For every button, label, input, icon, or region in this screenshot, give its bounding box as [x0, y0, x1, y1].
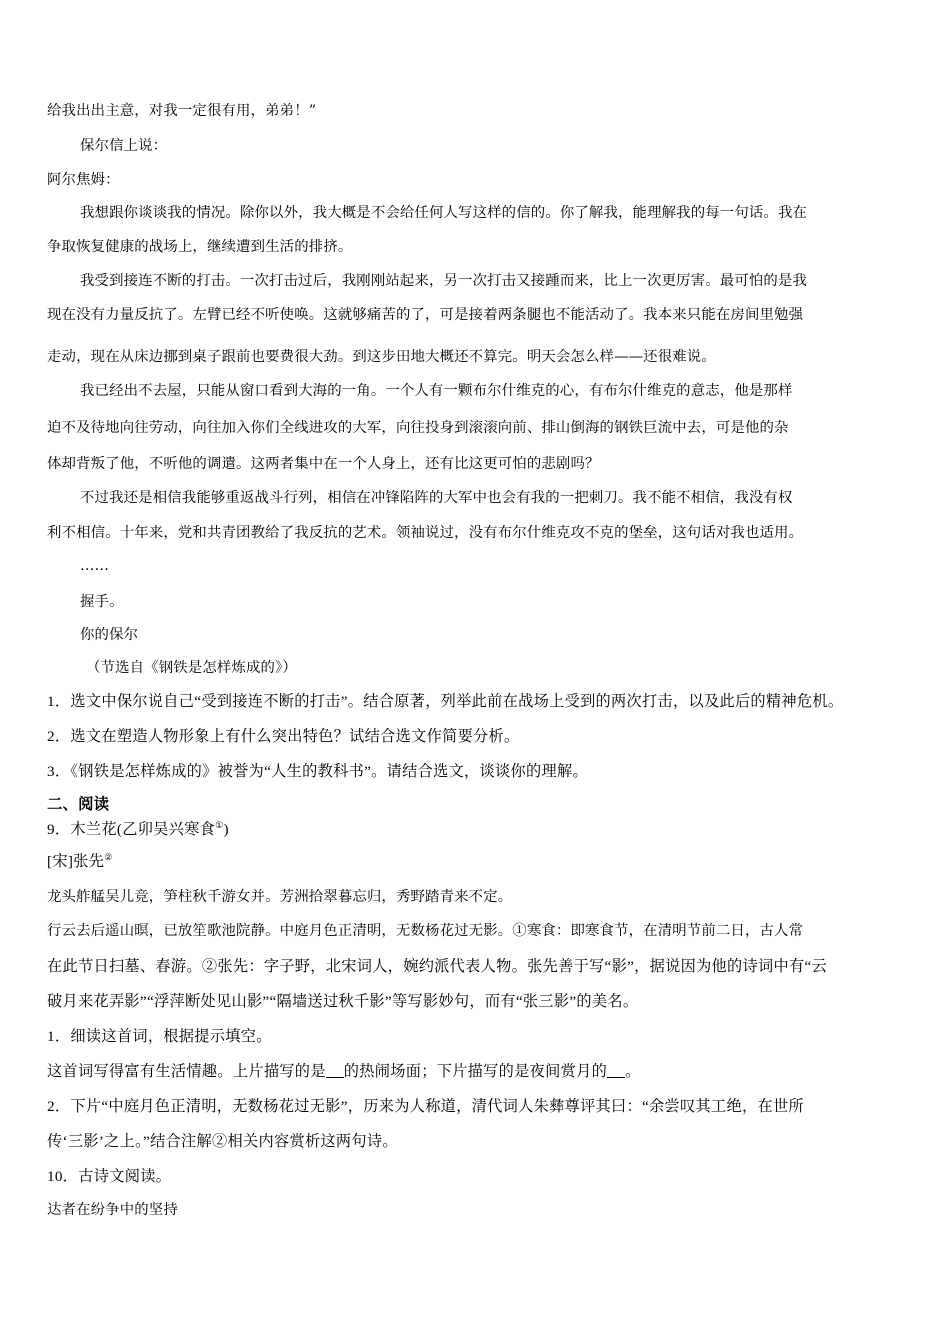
poem-author — [47, 852, 113, 872]
letter-line: 迫不及待地向往劳动，向往加入你们全线进攻的大军，向往投身到滚滚向前、排山倒海的钢铁巨流中去，可是他的杂 — [47, 420, 789, 436]
footnote-marker: ① — [215, 820, 224, 830]
fill-text: 这首词写得富有生活情趣。上片描写的是 — [47, 1063, 326, 1080]
answer-blank[interactable] — [326, 1064, 344, 1078]
question-8-2: 2．选文在塑造人物形象上有什么突出特色？试结合选文作简要分析。 — [47, 728, 520, 745]
letter-line: 我想跟你谈谈我的情况。除你以外，我大概是不会给任何人写这样的信的。你了解我，能理解我的每一句话。我在 — [80, 205, 808, 221]
letter-line: 现在没有力量反抗了。左臂已经不听使唤。这就够痛苦的了，可是接着两条腿也不能活动了。我本来只能在房间里勉强 — [47, 307, 804, 323]
poem-notes: 在此节日扫墓、春游。②张先：字子野，北宋词人，婉约派代表人物。张先善于写“影”，据说因为他的诗词中有“云 — [47, 958, 828, 975]
letter-source: （节选自《钢铁是怎样炼成的》） — [86, 660, 297, 676]
question-8-3: 3．《钢铁是怎样炼成的》被誉为“人生的教科书”。请结合选文，谈谈你的理解。 — [47, 763, 588, 780]
footnote-marker: ② — [104, 852, 113, 862]
question-9-1: 1．细读这首词，根据提示填空。 — [47, 1028, 272, 1045]
question-10-title: 10．古诗文阅读。 — [47, 1168, 172, 1185]
poem-author-text: [宋]张先 — [47, 853, 105, 870]
question-9-2-cont: 传‘三影’之上。”结合注解②相关内容赏析这两句诗。 — [47, 1133, 398, 1150]
fill-text: 的热闹场面；下片描写的是夜间赏月的 — [343, 1063, 608, 1080]
letter-salutation: 阿尔焦姆： — [47, 172, 120, 188]
fill-blank-line — [47, 1062, 641, 1082]
poem-line: 行云去后遥山暝，已放笙歌池院静。中庭月色正清明，无数杨花过无影。①寒食：即寒食节，在清明节前二日，古人常 — [47, 923, 804, 939]
letter-closing: 握手。 — [80, 594, 124, 610]
poem-notes: 破月来花弄影”“浮萍断处见山影”“隔墙送过秋千影”等写影妙句，而有“张三影”的美名。 — [47, 993, 639, 1010]
poem-line: 龙头舴艋吴儿竞，笋柱秋千游女并。芳洲拾翠暮忘归，秀野踏青来不定。 — [47, 889, 513, 905]
question-8-1: 1．选文中保尔说自己“受到接连不断的打击”。结合原著，列举此前在战场上受到的两次打击，以及此后的精神危机。 — [47, 693, 844, 710]
answer-blank[interactable] — [607, 1064, 625, 1078]
letter-signature: 你的保尔 — [80, 627, 139, 643]
letter-ellipsis: …… — [80, 558, 110, 574]
letter-line: 我受到接连不断的打击。一次打击过后，我刚刚站起来，另一次打击又接踵而来，比上一次更厉害。最可怕的是我 — [80, 273, 808, 289]
letter-line: 我已经出不去屋，只能从窗口看到大海的一角。一个人有一颗布尔什维克的心，有布尔什维克的意志，他是那样 — [80, 383, 793, 399]
letter-line: 体却背叛了他，不听他的调遣。这两者集中在一个人身上，还有比这更可怕的悲剧吗？ — [47, 456, 600, 472]
question-10-subtitle: 达者在纷争中的坚持 — [47, 1202, 178, 1218]
poem-title-text: 9．木兰花(乙卯吴兴寒食 — [47, 821, 216, 838]
letter-intro: 保尔信上说： — [80, 138, 168, 154]
fill-text: 。 — [625, 1063, 641, 1080]
letter-line: 给我出出主意，对我一定很有用，弟弟！” — [47, 103, 317, 119]
poem-title — [47, 820, 229, 840]
letter-line: 利不相信。十年来，党和共青团教给了我反抗的艺术。领袖说过，没有布尔什维克攻不克的堡垒，这句话对我也适用。 — [47, 525, 804, 541]
letter-line: 走动，现在从床边挪到桌子跟前也要费很大劲。到这步田地大概还不算完。明天会怎么样——还很难说。 — [47, 349, 716, 365]
section-heading: 二、阅读 — [47, 796, 110, 813]
question-9-2: 2．下片“中庭月色正清明，无数杨花过无影”，历来为人称道，清代词人朱彝尊评其曰：“余尝叹其工绝，在世所 — [47, 1098, 804, 1115]
poem-title-close: ) — [223, 821, 229, 838]
letter-line: 不过我还是相信我能够重返战斗行列，相信在冲锋陷阵的大军中也会有我的一把刺刀。我不能不相信，我没有权 — [80, 490, 793, 506]
letter-line: 争取恢复健康的战场上，继续遭到生活的排挤。 — [47, 239, 353, 255]
